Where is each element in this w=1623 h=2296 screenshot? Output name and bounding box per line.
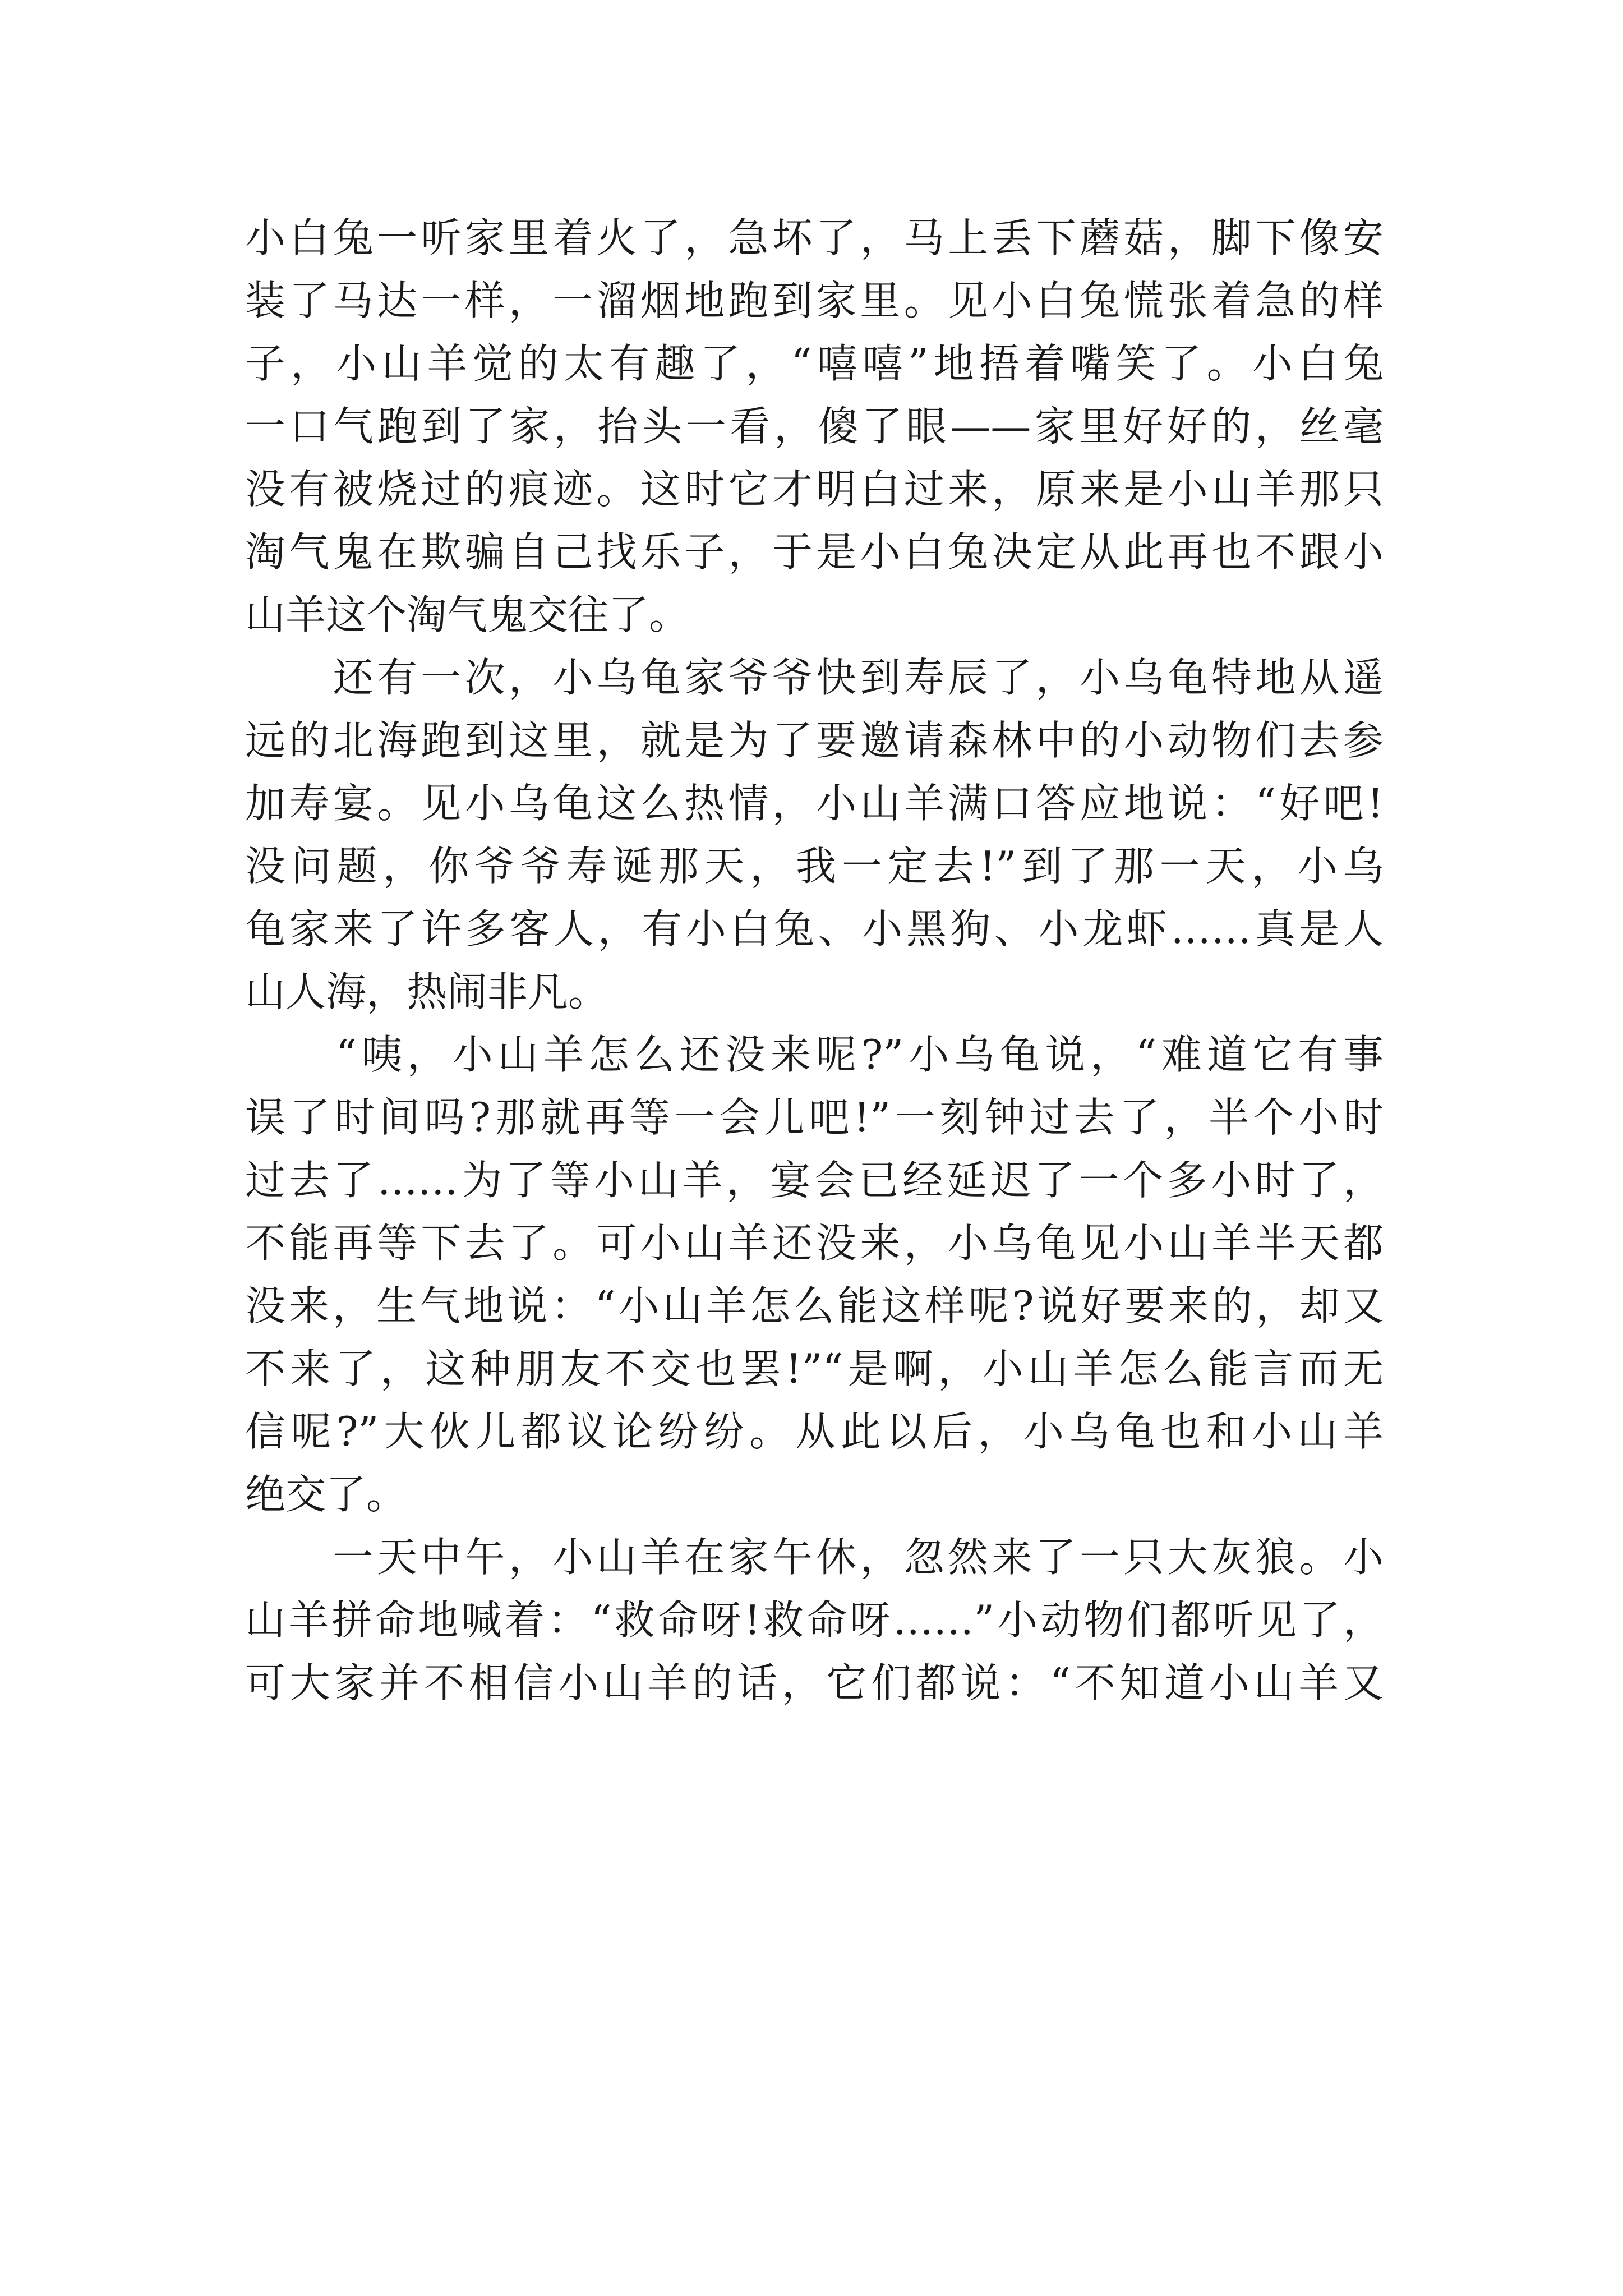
text-line: 山羊这个淘气鬼交往了。 [245, 591, 690, 638]
text-line: 龟家来了许多客人，有小白兔、小黑狗、小龙虾……真是人 [245, 905, 1384, 953]
text-line: 没来，生气地说：“小山羊怎么能这样呢?说好要来的，却又 [245, 1282, 1384, 1329]
text-line: 子，小山羊觉的太有趣了，“嘻嘻”地捂着嘴笑了。小白兔 [245, 340, 1384, 387]
text-line: 误了时间吗?那就再等一会儿吧!”一刻钟过去了，半个小时 [245, 1094, 1384, 1141]
paragraph-4 [245, 1526, 1384, 1714]
text-line: 不能再等下去了。可小山羊还没来，小乌龟见小山羊半天都 [245, 1220, 1384, 1267]
paragraph-2 [245, 646, 1384, 1023]
text-line: 没问题，你爷爷寿诞那天，我一定去!”到了那一天，小乌 [245, 843, 1384, 890]
text-line: 山羊拼命地喊着：“救命呀!救命呀……”小动物们都听见了， [245, 1596, 1384, 1644]
text-line: 加寿宴。见小乌龟这么热情，小山羊满口答应地说：“好吧! [245, 780, 1384, 827]
text-line: 不来了，这种朋友不交也罢!”“是啊，小山羊怎么能言而无 [245, 1345, 1384, 1392]
text-line: 没有被烧过的痕迹。这时它才明白过来，原来是小山羊那只 [245, 466, 1384, 513]
text-line: 远的北海跑到这里，就是为了要邀请森林中的小动物们去参 [245, 717, 1384, 764]
text-line: 装了马达一样，一溜烟地跑到家里。见小白兔慌张着急的样 [245, 277, 1384, 324]
text-line: 一天中午，小山羊在家午休，忽然来了一只大灰狼。小 [245, 1534, 1384, 1581]
body-text [245, 206, 1384, 1714]
text-line: 绝交了。 [245, 1471, 407, 1518]
text-line: 信呢?”大伙儿都议论纷纷。从此以后，小乌龟也和小山羊 [245, 1408, 1384, 1455]
text-line: 一口气跑到了家，抬头一看，傻了眼——家里好好的，丝毫 [245, 403, 1384, 450]
text-line: 还有一次，小乌龟家爷爷快到寿辰了，小乌龟特地从遥 [245, 654, 1384, 701]
text-line: 可大家并不相信小山羊的话，它们都说：“不知道小山羊又 [245, 1659, 1384, 1706]
paragraph-1 [245, 206, 1384, 646]
text-line: 山人海，热闹非凡。 [245, 968, 609, 1015]
paragraph-3 [245, 1023, 1384, 1526]
text-line: 淘气鬼在欺骗自己找乐子，于是小白兔决定从此再也不跟小 [245, 528, 1384, 576]
text-line: 小白兔一听家里着火了，急坏了，马上丢下蘑菇，脚下像安 [245, 214, 1384, 261]
text-line: “咦，小山羊怎么还没来呢?”小乌龟说，“难道它有事 [245, 1031, 1384, 1078]
text-line: 过去了……为了等小山羊，宴会已经延迟了一个多小时了， [245, 1157, 1384, 1204]
